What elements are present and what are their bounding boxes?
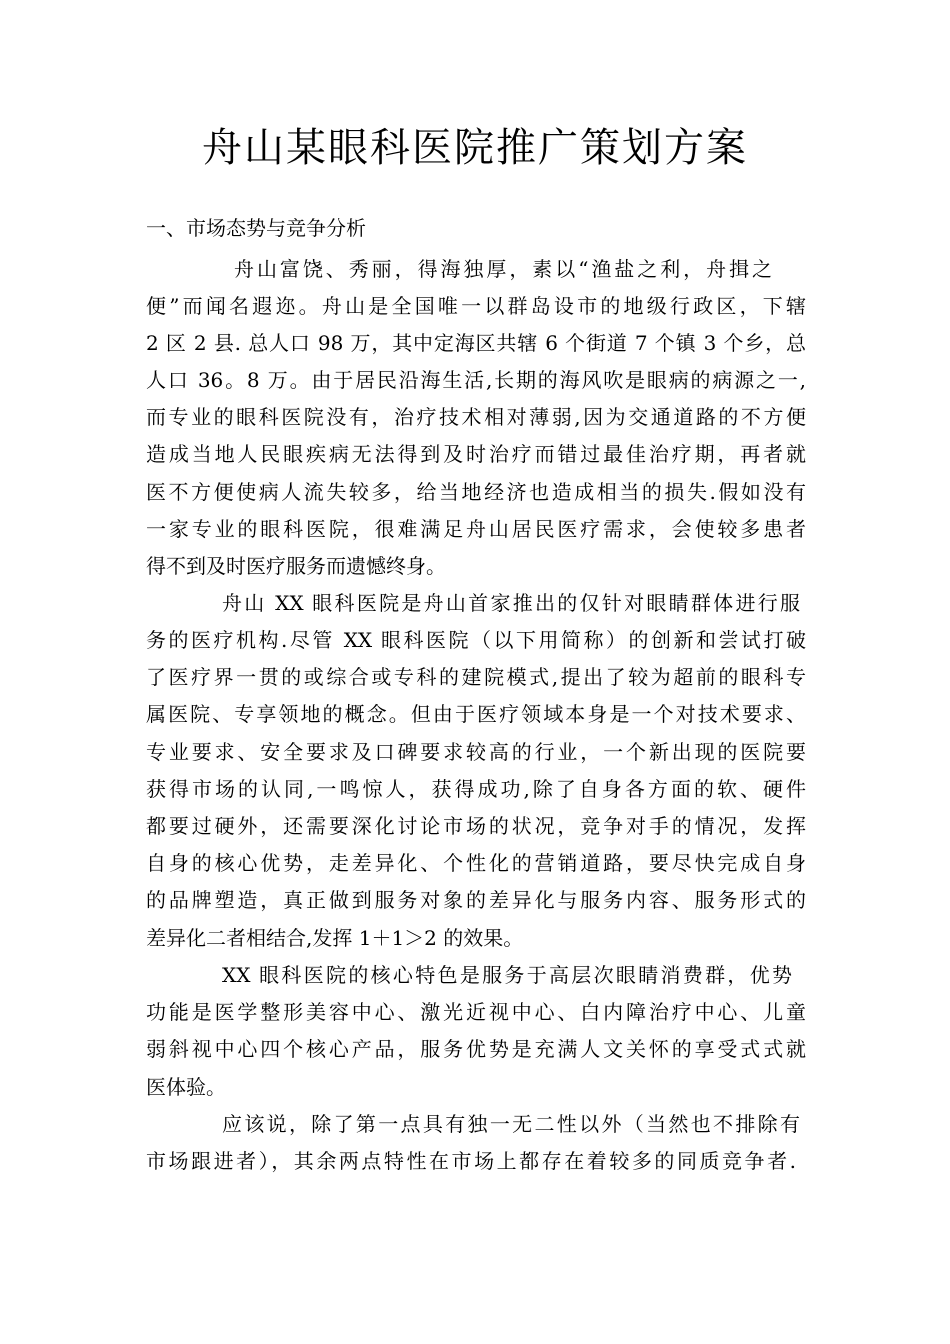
paragraph-line: 差异化二者相结合,发挥 1＋1＞2 的效果。	[146, 926, 524, 950]
paragraph-line: 了医疗界一贯的或综合或专科的建院模式,提出了较为超前的眼科专	[146, 665, 806, 689]
section-heading: 一、市场态势与竞争分析	[146, 216, 366, 240]
paragraph-line: 便”而闻名遐迩。舟山是全国唯一以群岛设市的地级行政区，下辖	[146, 294, 806, 318]
paragraph-line: 属医院、专享领地的概念。但由于医疗领域本身是一个对技术要求、	[146, 702, 806, 726]
paragraph-line: 自身的核心优势，走差异化、个性化的营销道路，要尽快完成自身	[146, 851, 806, 875]
paragraph-line: 弱斜视中心四个核心产品，服务优势是充满人文关怀的享受式式就	[146, 1037, 806, 1061]
paragraph-line: 一家专业的眼科医院，很难满足舟山居民医疗需求，会使较多患者	[146, 517, 806, 541]
paragraph-line: 造成当地人民眼疾病无法得到及时治疗而错过最佳治疗期，再者就	[146, 442, 806, 466]
paragraph-line: 得不到及时医疗服务而遗憾终身。	[146, 554, 446, 578]
paragraph-line: 而专业的眼科医院没有，治疗技术相对薄弱,因为交通道路的不方便	[146, 405, 806, 429]
document-title: 舟山某眼科医院推广策划方案	[202, 125, 748, 171]
paragraph-line: 的品牌塑造，真正做到服务对象的差异化与服务内容、服务形式的	[146, 888, 806, 912]
paragraph-line: XX 眼科医院的核心特色是服务于高层次眼睛消费群，优势	[222, 963, 792, 987]
paragraph-line: 2 区 2 县. 总人口 98 万，其中定海区共辖 6 个街道 7 个镇 3 个乡，总	[146, 331, 806, 355]
paragraph-line: 舟山 XX 眼科医院是舟山首家推出的仅针对眼睛群体进行服	[222, 591, 800, 615]
paragraph-line: 专业要求、安全要求及口碑要求较高的行业，一个新出现的医院要	[146, 740, 806, 764]
paragraph-line: 医体验。	[146, 1075, 226, 1099]
paragraph-line: 应该说，除了第一点具有独一无二性以外（当然也不排除有	[222, 1112, 800, 1136]
paragraph-line: 舟山富饶、秀丽，得海独厚，素以“渔盐之利，舟揖之	[234, 257, 772, 281]
paragraph-line: 务的医疗机构.尽管 XX 眼科医院（以下用简称）的创新和尝试打破	[146, 628, 806, 652]
paragraph-line: 人口 36。8 万。由于居民沿海生活,长期的海风吹是眼病的病源之一,	[146, 368, 806, 392]
paragraph-line: 医不方便使病人流失较多，给当地经济也造成相当的损失.假如没有	[146, 480, 806, 504]
paragraph-line: 功能是医学整形美容中心、激光近视中心、白内障治疗中心、儿童	[146, 1000, 806, 1024]
paragraph-line: 获得市场的认同,一鸣惊人，获得成功,除了自身各方面的软、硬件	[146, 777, 806, 801]
paragraph-line: 都要过硬外，还需要深化讨论市场的状况，竞争对手的情况，发挥	[146, 814, 806, 838]
paragraph-line: 市场跟进者），其余两点特性在市场上都存在着较多的同质竞争者.	[146, 1149, 796, 1173]
